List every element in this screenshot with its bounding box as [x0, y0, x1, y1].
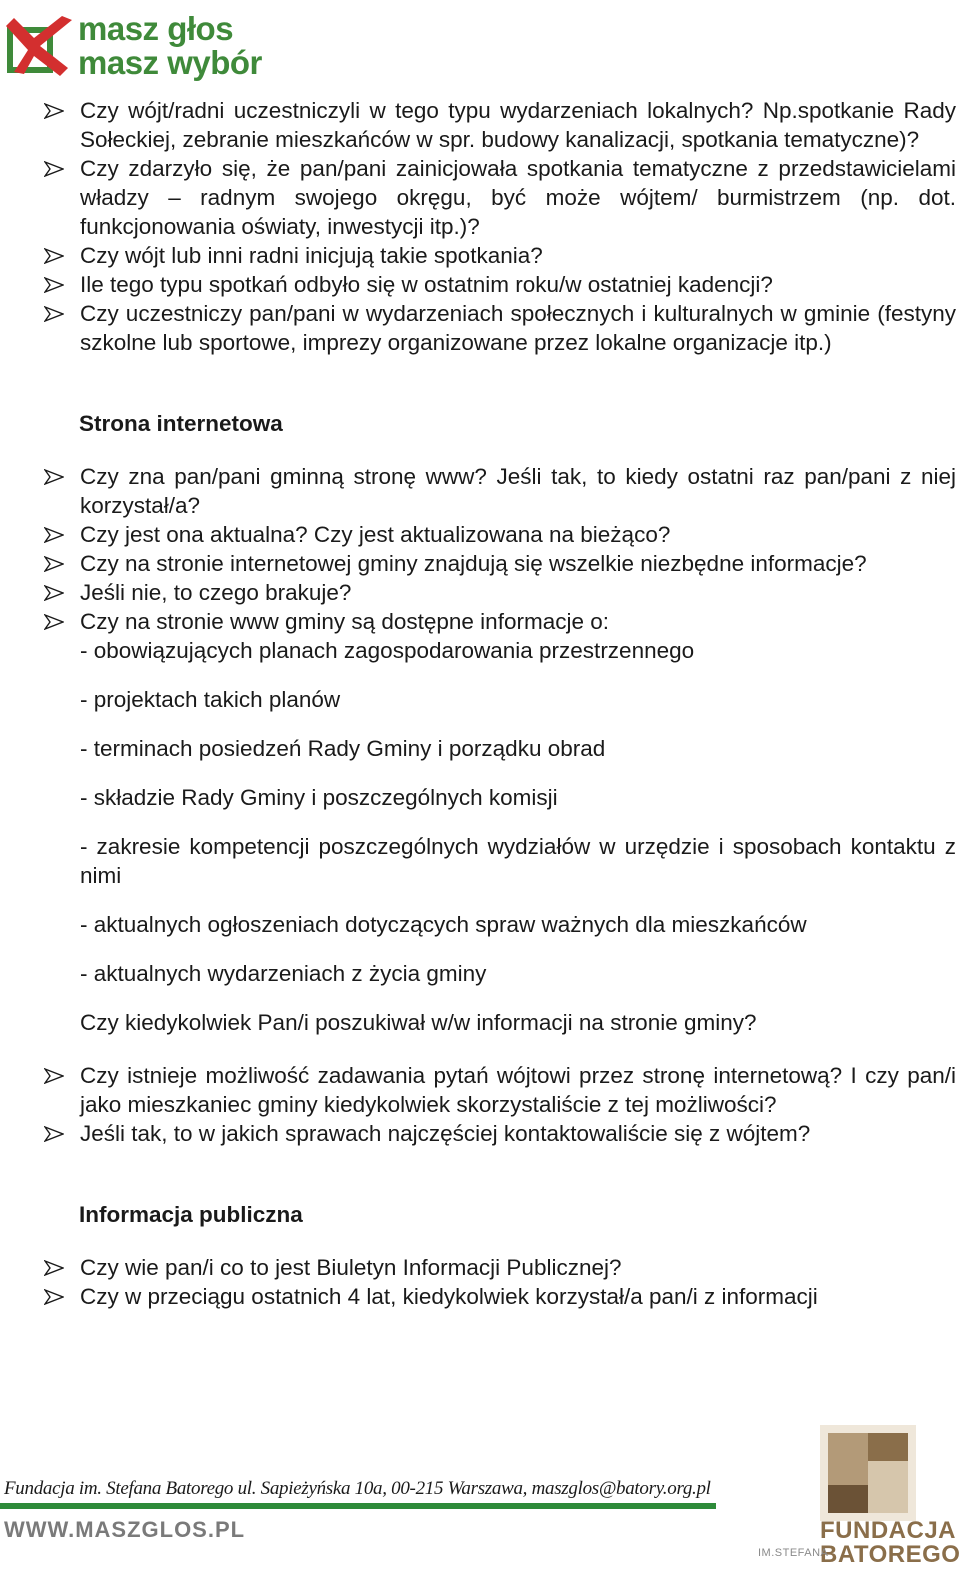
arrow-bullet-icon [44, 469, 64, 485]
website-list [44, 462, 956, 1148]
list-item [44, 462, 956, 520]
public-info-list [44, 1253, 956, 1311]
footer-divider [0, 1503, 716, 1509]
list-item-text: Czy wie pan/i co to jest Biuletyn Informacji Publicznej? [80, 1255, 622, 1280]
logo-line-2: masz wybór [78, 44, 262, 81]
follow-up-question: Czy kiedykolwiek Pan/i poszukiwał w/w informacji na stronie gminy? [80, 1010, 757, 1035]
sub-list [44, 636, 956, 988]
list-item [44, 299, 956, 357]
arrow-bullet-icon [44, 103, 64, 119]
sub-item: - zakresie kompetencji poszczególnych wydziałów w urzędzie i sposobach kontaktu z nimi [80, 834, 956, 888]
document-body [44, 96, 956, 1311]
intro-list [44, 96, 956, 357]
arrow-bullet-icon [44, 1068, 64, 1084]
footer-website-link[interactable]: WWW.MASZGLOS.PL [4, 1517, 246, 1542]
foundation-emblem-icon [820, 1425, 916, 1521]
arrow-bullet-icon [44, 1126, 64, 1142]
list-item-text: Czy na stronie internetowej gminy znajdują się wszelkie niezbędne informacje? [80, 551, 867, 576]
arrow-bullet-icon [44, 585, 64, 601]
list-item-text: Czy w przeciągu ostatnich 4 lat, kiedykolwiek korzystał/a pan/i z informacji [80, 1284, 818, 1309]
list-item [44, 549, 956, 578]
foundation-im-label: IM.STEFANA [758, 1547, 829, 1559]
list-item-text: Czy istnieje możliwość zadawania pytań wójtowi przez stronę internetową? I czy pan/i jako mieszkaniec gminy kiedykolwiek skorzystaliście z tej możliwości? [80, 1063, 956, 1117]
list-item [44, 96, 956, 154]
list-item-text: Czy zdarzyło się, że pan/pani zainicjowała spotkania tematyczne z przedstawicielami władzy – radnym swojego okręgu, być może wójtem/ burmistrzem (np. dot. funkcjonowania oświaty, inwestycji itp.)? [80, 156, 956, 239]
list-item-text: Ile tego typu spotkań odbyło się w ostatnim roku/w ostatniej kadencji? [80, 272, 773, 297]
arrow-bullet-icon [44, 1260, 64, 1276]
list-item [44, 1061, 956, 1119]
sub-item: - projektach takich planów [80, 687, 341, 712]
list-item [44, 241, 956, 270]
logo-line-1: masz głos [78, 10, 234, 47]
list-item [44, 607, 956, 636]
foundation-name-line-2: BATOREGO [820, 1541, 960, 1568]
section-heading-public-info: Informacja publiczna [79, 1202, 303, 1227]
list-item-text: Czy wójt lub inni radni inicjują takie spotkania? [80, 243, 543, 268]
list-item-text: Czy uczestniczy pan/pani w wydarzeniach społecznych i kulturalnych w gminie (festyny szkolne lub sportowe, imprezy organizowane przez lokalne organizacje itp.) [80, 301, 956, 355]
section-heading-website: Strona internetowa [79, 411, 283, 436]
arrow-bullet-icon [44, 1289, 64, 1305]
arrow-bullet-icon [44, 306, 64, 322]
list-item [44, 1282, 956, 1311]
list-item-text: Jeśli tak, to w jakich sprawach najczęściej kontaktowaliście się z wójtem? [80, 1121, 811, 1146]
list-item [44, 1119, 956, 1148]
arrow-bullet-icon [44, 248, 64, 264]
sub-item: - aktualnych ogłoszeniach dotyczących spraw ważnych dla mieszkańców [80, 912, 807, 937]
arrow-bullet-icon [44, 161, 64, 177]
list-item [44, 270, 956, 299]
list-item-text: Jeśli nie, to czego brakuje? [80, 580, 352, 605]
list-item-text: Czy wójt/radni uczestniczyli w tego typu wydarzeniach lokalnych? Np.spotkanie Rady Sołeckiej, zebranie mieszkańców w spr. budowy kanalizacji, spotkania tematyczne)? [80, 98, 956, 152]
arrow-bullet-icon [44, 277, 64, 293]
list-item [44, 1253, 956, 1282]
arrow-bullet-icon [44, 556, 64, 572]
sub-item: - aktualnych wydarzeniach z życia gminy [80, 961, 487, 986]
foundation-name-line-1: FUNDACJA [820, 1517, 956, 1544]
fundacja-batorego-logo [758, 1425, 960, 1585]
sub-item: - terminach posiedzeń Rady Gminy i porządku obrad [80, 736, 606, 761]
list-item-text: Czy jest ona aktualna? Czy jest aktualizowana na bieżąco? [80, 522, 671, 547]
arrow-bullet-icon [44, 614, 64, 630]
list-item [44, 578, 956, 607]
footer-address: Fundacja im. Stefana Batorego ul. Sapieżyńska 10a, 00-215 Warszawa, maszglos@batory.org.pl [4, 1478, 711, 1499]
ballot-check-icon [4, 16, 74, 78]
sub-item: - składzie Rady Gminy i poszczególnych komisji [80, 785, 558, 810]
list-item-text: Czy na stronie www gminy są dostępne informacje o: [80, 609, 609, 634]
list-item [44, 520, 956, 549]
logo-text [78, 12, 262, 80]
list-item [44, 154, 956, 241]
arrow-bullet-icon [44, 527, 64, 543]
list-item-text: Czy zna pan/pani gminną stronę www? Jeśli tak, to kiedy ostatni raz pan/pani z niej korzystał/a? [80, 464, 956, 518]
sub-item: - obowiązujących planach zagospodarowania przestrzennego [80, 638, 695, 663]
foundation-name [820, 1519, 960, 1567]
masz-glos-logo [4, 10, 274, 82]
